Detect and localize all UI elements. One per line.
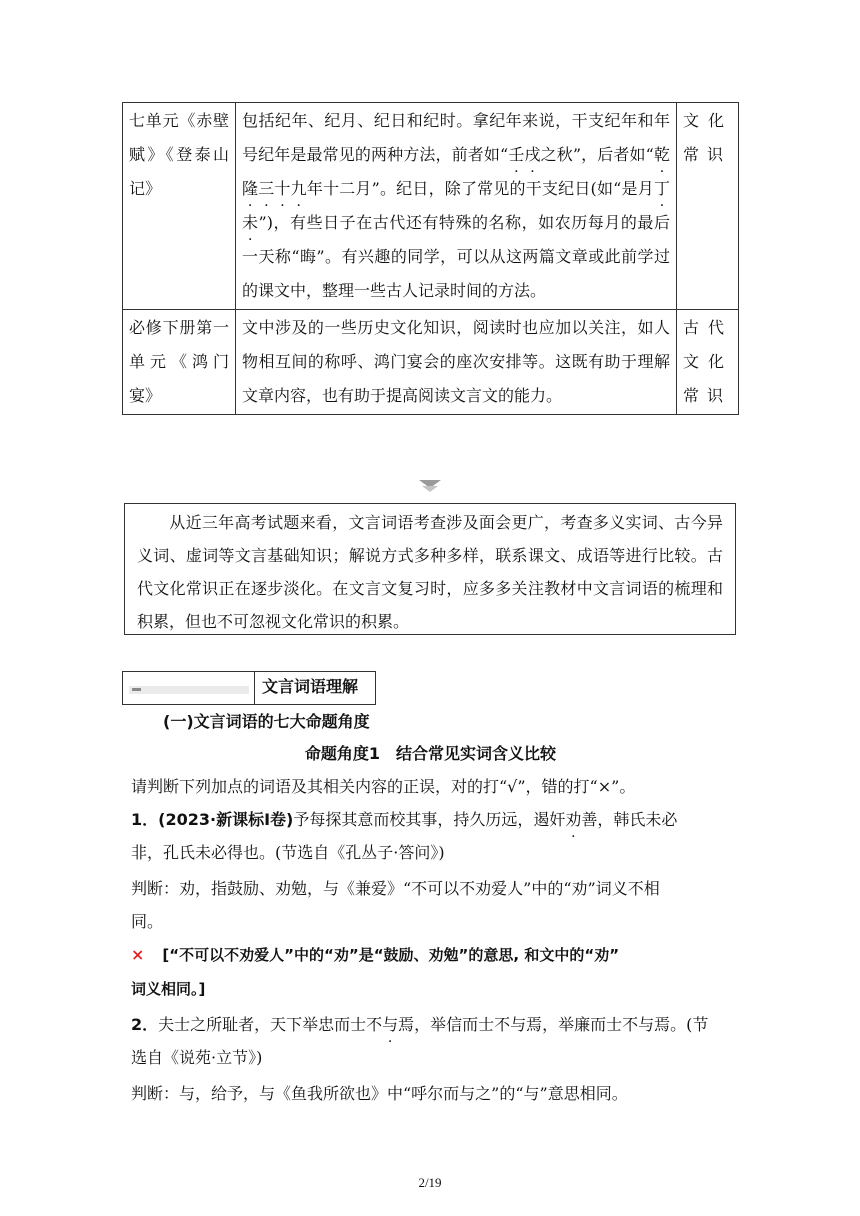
table-cell-category: 古代文化常识 — [677, 310, 739, 415]
dotted-text: 乾隆三十九 — [242, 145, 670, 198]
wrong-mark: × — [131, 945, 145, 964]
table-row — [123, 310, 739, 415]
summary-box: 从近三年高考试题来看，文言词语考查涉及面会更广，考查多义实词、古今异义词、虚词等文言基础知识；解说方式多种多样，联系课文、成语等进行比较。古代文化常识正在逐步淡化。在文言文复习时，应多多关注教材中文言词语的梳理和积累，但也不可忽视文化常识的积累。 — [124, 503, 736, 635]
instruction: 请判断下列加点的词语及其相关内容的正误，对的打“√”，错的打“×”。 — [131, 777, 636, 796]
question-1: 1．(2023·新课标Ⅰ卷)予每探其意而校其事，持久历远，遏奸劝善，韩氏未必 — [131, 810, 678, 829]
table-cell-content: 文中涉及的一些历史文化知识，阅读时也应加以关注，如人物相互间的称呼、鸿门宴会的座次安排等。这既有助于理解文章内容，也有助于提高阅读文言文的能力。 — [236, 310, 677, 415]
table-row — [123, 103, 739, 310]
table-cell-source: 必修下册第一单元《鸿门宴》 — [123, 310, 236, 415]
question-2: 2．夫士之所耻者，天下举忠而士不与焉，举信而士不与焉，举廉而士不与焉。(节 — [131, 1015, 709, 1034]
answer-1-cont: 词义相同。] — [131, 980, 206, 998]
dotted-word: 与 — [382, 1015, 399, 1034]
dotted-text: 壬戌 — [508, 145, 541, 164]
section-header — [122, 671, 376, 705]
table-cell-content: 包括纪年、纪月、纪日和纪时。拿纪年来说，干支纪年和年号纪年是最常见的两种方法，前者如“壬戌之秋”，后者如“乾隆三十九年十二月”。纪日，除了常见的干支纪日(如“是月丁未”)，有些日子在古代还有特殊的名称，如农历每月的最后一天称“晦”。有兴趣的同学，可以从这两篇文章或此前学过的课文中，整理一些古人记录时间的方法。 — [236, 103, 677, 310]
dotted-word: 劝 — [565, 810, 582, 829]
judgement-1-cont: 同。 — [131, 912, 164, 931]
subtitle: (一)文言词语的七大命题角度 — [163, 712, 370, 731]
section-header-bar — [122, 671, 255, 705]
minus-icon — [132, 688, 141, 691]
page-number: 2/19 — [418, 1175, 442, 1190]
judgement-1: 判断：劝，指鼓励、劝勉，与《兼爱》“不可以不劝爱人”中的“劝”词义不相 — [131, 879, 660, 898]
question-2-cont: 选自《说苑·立节》) — [131, 1048, 263, 1067]
angle-title: 命题角度1 结合常见实词含义比较 — [304, 744, 557, 763]
textbook-table — [122, 102, 739, 415]
table-cell-category: 文化常识 — [677, 103, 739, 310]
question-1-cont: 非，孔氏未必得也。(节选自《孔丛子·答问》) — [131, 843, 445, 862]
chevron-down-icon — [417, 477, 443, 493]
dotted-text: 丁未 — [242, 179, 670, 232]
table-cell-source: 七单元《赤壁赋》《登泰山记》 — [123, 103, 236, 310]
answer-1: × [“不可以不劝爱人”中的“劝”是“鼓励、劝勉”的意思, 和文中的“劝” — [131, 945, 620, 964]
judgement-2: 判断：与，给予，与《鱼我所欲也》中“呼尔而与之”的“与”意思相同。 — [131, 1084, 628, 1103]
section-title: 文言词语理解 — [255, 671, 376, 705]
